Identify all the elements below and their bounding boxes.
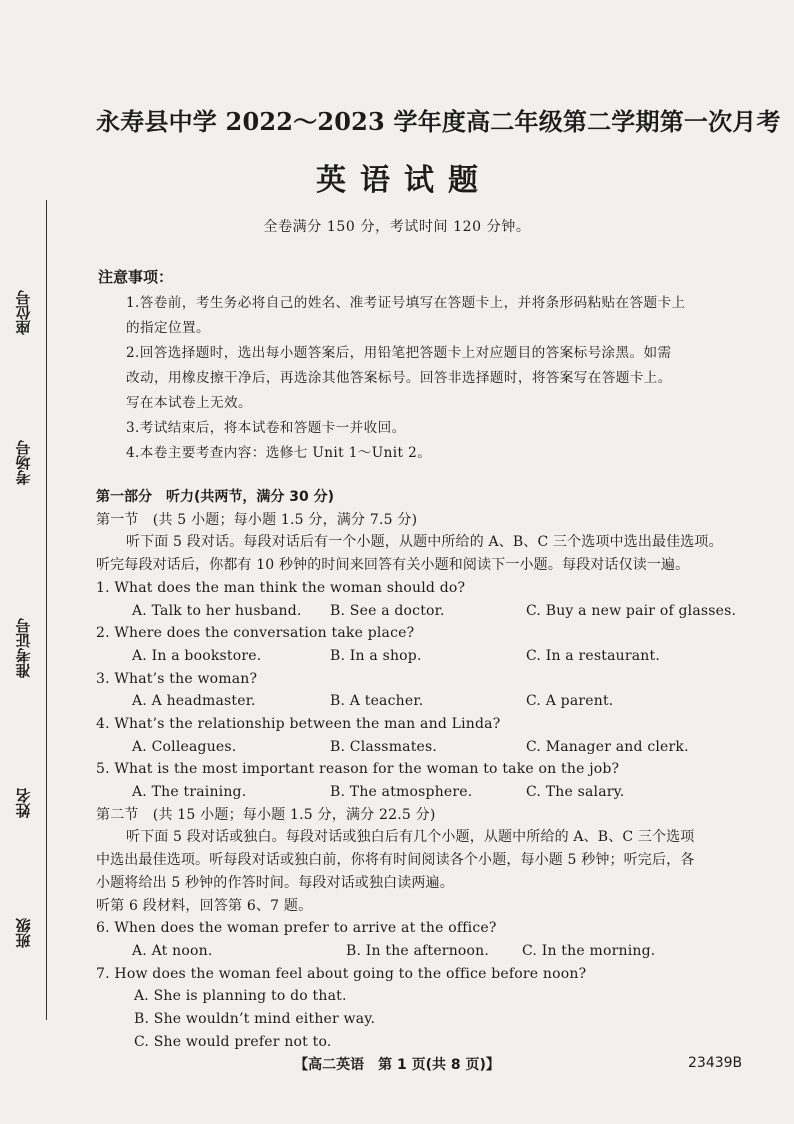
option-a: A. She is planning to do that. [134, 988, 347, 1005]
option-b: B. Classmates. [330, 738, 438, 755]
admission-number-label: 准考证号 [14, 618, 33, 678]
question-text: 7. How does the woman feel about going to the office before noon? [96, 965, 587, 982]
notes-title: 注意事项： [98, 268, 174, 286]
section-heading: 第一节 (共 5 小题；每小题 1.5 分，满分 7.5 分) [96, 511, 418, 528]
section-instructions-cont: 听完每段对话后，你都有 10 秒钟的时间来回答有关小题和阅读下一小题。每段对话仅读一遍。 [96, 557, 690, 574]
material-label: 听第 6 段材料，回答第 6、7 题。 [96, 897, 313, 914]
seat-number-label: 座位号 [14, 290, 33, 335]
option-a: A. The training. [132, 784, 247, 801]
question-options [96, 940, 772, 963]
option-a: A. A headmaster. [132, 693, 256, 710]
section-instructions-cont: 小题将给出 5 秒钟的作答时间。每段对话或独白读两遍。 [96, 874, 454, 891]
section-heading: 第二节 (共 15 小题；每小题 1.5 分，满分 22.5 分) [96, 806, 436, 823]
class-field [6, 918, 40, 948]
note-item: 3.考试结束后，将本试卷和答题卡一并收回。 [126, 420, 406, 436]
note-item-cont: 的指定位置。 [126, 320, 210, 336]
question-text: 5. What is the most important reason for the woman to take on the job? [96, 761, 620, 778]
section-instructions: 听下面 5 段对话。每段对话后有一个小题，从题中所给的 A、B、C 三个选项中选出最佳选项。 [126, 534, 723, 551]
class-label: 班级 [14, 918, 33, 948]
note-item-cont: 写在本试卷上无效。 [126, 395, 252, 411]
exam-room-label: 考场号 [14, 440, 33, 485]
option-b: B. In the afternoon. [346, 942, 490, 959]
page-footer: 【高二英语 第 1 页(共 8 页)】 [294, 1057, 500, 1073]
option-c: C. A parent. [526, 693, 614, 710]
question-text: 4. What’s the relationship between the man and Linda? [96, 715, 501, 732]
note-item: 1.答卷前，考生务必将自己的姓名、准考证号填写在答题卡上，并将条形码粘贴在答题卡上 [126, 295, 686, 311]
option-c: C. In a restaurant. [526, 647, 660, 664]
exam-meta: 全卷满分 150 分，考试时间 120 分钟。 [263, 219, 531, 235]
option-a: A. Talk to her husband. [132, 602, 302, 619]
question-options [96, 781, 772, 804]
option-b: B. The atmosphere. [330, 784, 473, 801]
option-a: A. In a bookstore. [132, 647, 262, 664]
option-a: A. Colleagues. [132, 738, 237, 755]
listening-section [96, 486, 772, 1053]
section-instructions: 听下面 5 段对话或独白。每段对话或独白后有几个小题，从题中所给的 A、B、C 三个选项 [126, 829, 695, 846]
question-text: 3. What’s the woman? [96, 670, 258, 687]
admission-number-field [6, 618, 40, 678]
option-c: C. In the morning. [522, 942, 656, 959]
note-item: 4.本卷主要考查内容：选修七 Unit 1～Unit 2。 [126, 445, 432, 461]
question-text: 2. Where does the conversation take place? [96, 625, 415, 642]
paper-code: 23439B [688, 1055, 743, 1071]
question-text: 1. What does the man think the woman should do? [96, 579, 466, 596]
notes-list [98, 291, 758, 466]
question-options [96, 600, 772, 623]
option-c: C. The salary. [526, 784, 625, 801]
question-text: 6. When does the woman prefer to arrive at the office? [96, 920, 497, 937]
option-b: B. She wouldn’t mind either way. [134, 1011, 376, 1028]
question-options [96, 645, 772, 668]
exam-title: 永寿县中学 2022～2023 学年度高二年级第二学期第一次月考 [96, 107, 781, 136]
option-a: A. At noon. [132, 942, 213, 959]
section-instructions-cont: 中选出最佳选项。听每段对话或独白前，你将有时间阅读各个小题，每小题 5 秒钟；听完后，各 [96, 852, 695, 869]
exam-room-field [6, 440, 40, 485]
option-c: C. She would prefer not to. [134, 1033, 332, 1050]
part-heading: 第一部分 听力(共两节，满分 30 分) [96, 489, 335, 505]
name-field [6, 788, 40, 818]
option-b: B. In a shop. [330, 647, 422, 664]
subject-title: 英语试题 [316, 163, 492, 198]
name-label: 姓名 [14, 788, 33, 818]
option-b: B. A teacher. [330, 693, 424, 710]
question-options [96, 736, 772, 759]
question-options [96, 690, 772, 713]
seat-number-field [6, 290, 40, 335]
binding-line [46, 200, 47, 1020]
option-c: C. Manager and clerk. [526, 738, 689, 755]
option-c: C. Buy a new pair of glasses. [526, 602, 737, 619]
option-b: B. See a doctor. [330, 602, 445, 619]
note-item: 2.回答选择题时，选出每小题答案后，用铅笔把答题卡上对应题目的答案标号涂黑。如需 [126, 345, 672, 361]
note-item-cont: 改动，用橡皮擦干净后，再选涂其他答案标号。回答非选择题时，将答案写在答题卡上。 [126, 370, 672, 386]
